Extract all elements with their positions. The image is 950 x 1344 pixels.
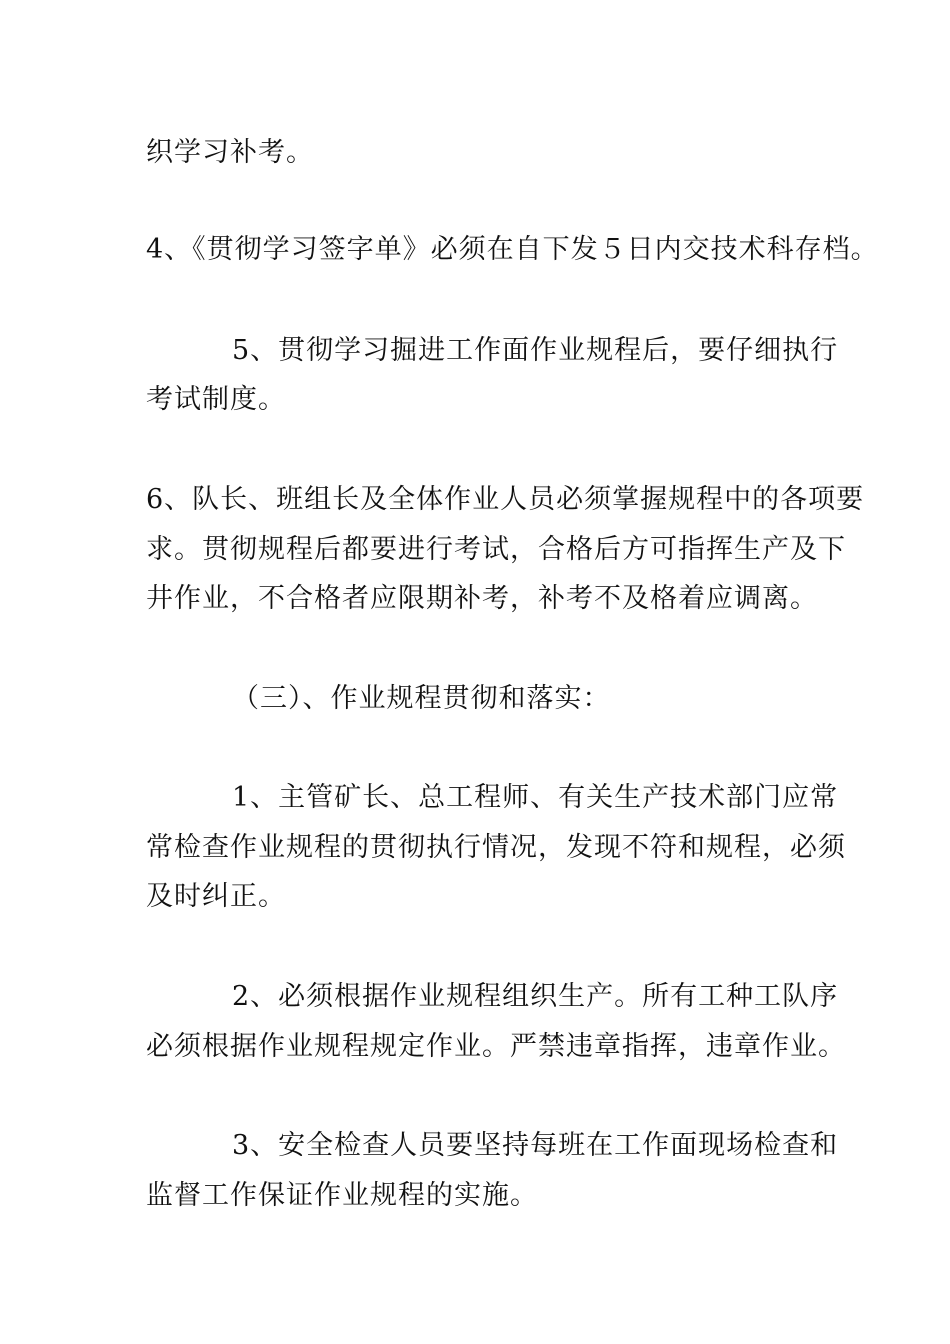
- paragraph-line: 考试制度。: [146, 384, 286, 415]
- paragraph-line: 及时纠正。: [146, 881, 286, 912]
- paragraph-line: 井作业，不合格者应限期补考，补考不及格着应调离。: [146, 583, 818, 614]
- paragraph-line: 求。贯彻规程后都要进行考试，合格后方可指挥生产及下: [146, 534, 846, 565]
- paragraph-line: 常检查作业规程的贯彻执行情况，发现不符和规程，必须: [146, 832, 846, 863]
- paragraph-line: 1、主管矿长、总工程师、有关生产技术部门应常: [232, 782, 839, 813]
- paragraph-line: 4、《贯彻学习签字单》必须在自下发５日内交技术科存档。: [146, 234, 879, 265]
- paragraph-line: 2、必须根据作业规程组织生产。所有工种工队序: [232, 981, 839, 1012]
- paragraph-line: 6、队长、班组长及全体作业人员必须掌握规程中的各项要: [146, 484, 865, 515]
- paragraph-line: 织学习补考。: [146, 137, 314, 168]
- paragraph-line: 必须根据作业规程规定作业。严禁违章指挥，违章作业。: [146, 1031, 846, 1062]
- paragraph-line: 监督工作保证作业规程的实施。: [146, 1180, 538, 1211]
- paragraph-line: 5、贯彻学习掘进工作面作业规程后，要仔细执行: [232, 335, 839, 366]
- paragraph-line: 3、安全检查人员要坚持每班在工作面现场检查和: [232, 1130, 839, 1161]
- section-heading: （三）、作业规程贯彻和落实：: [232, 683, 611, 714]
